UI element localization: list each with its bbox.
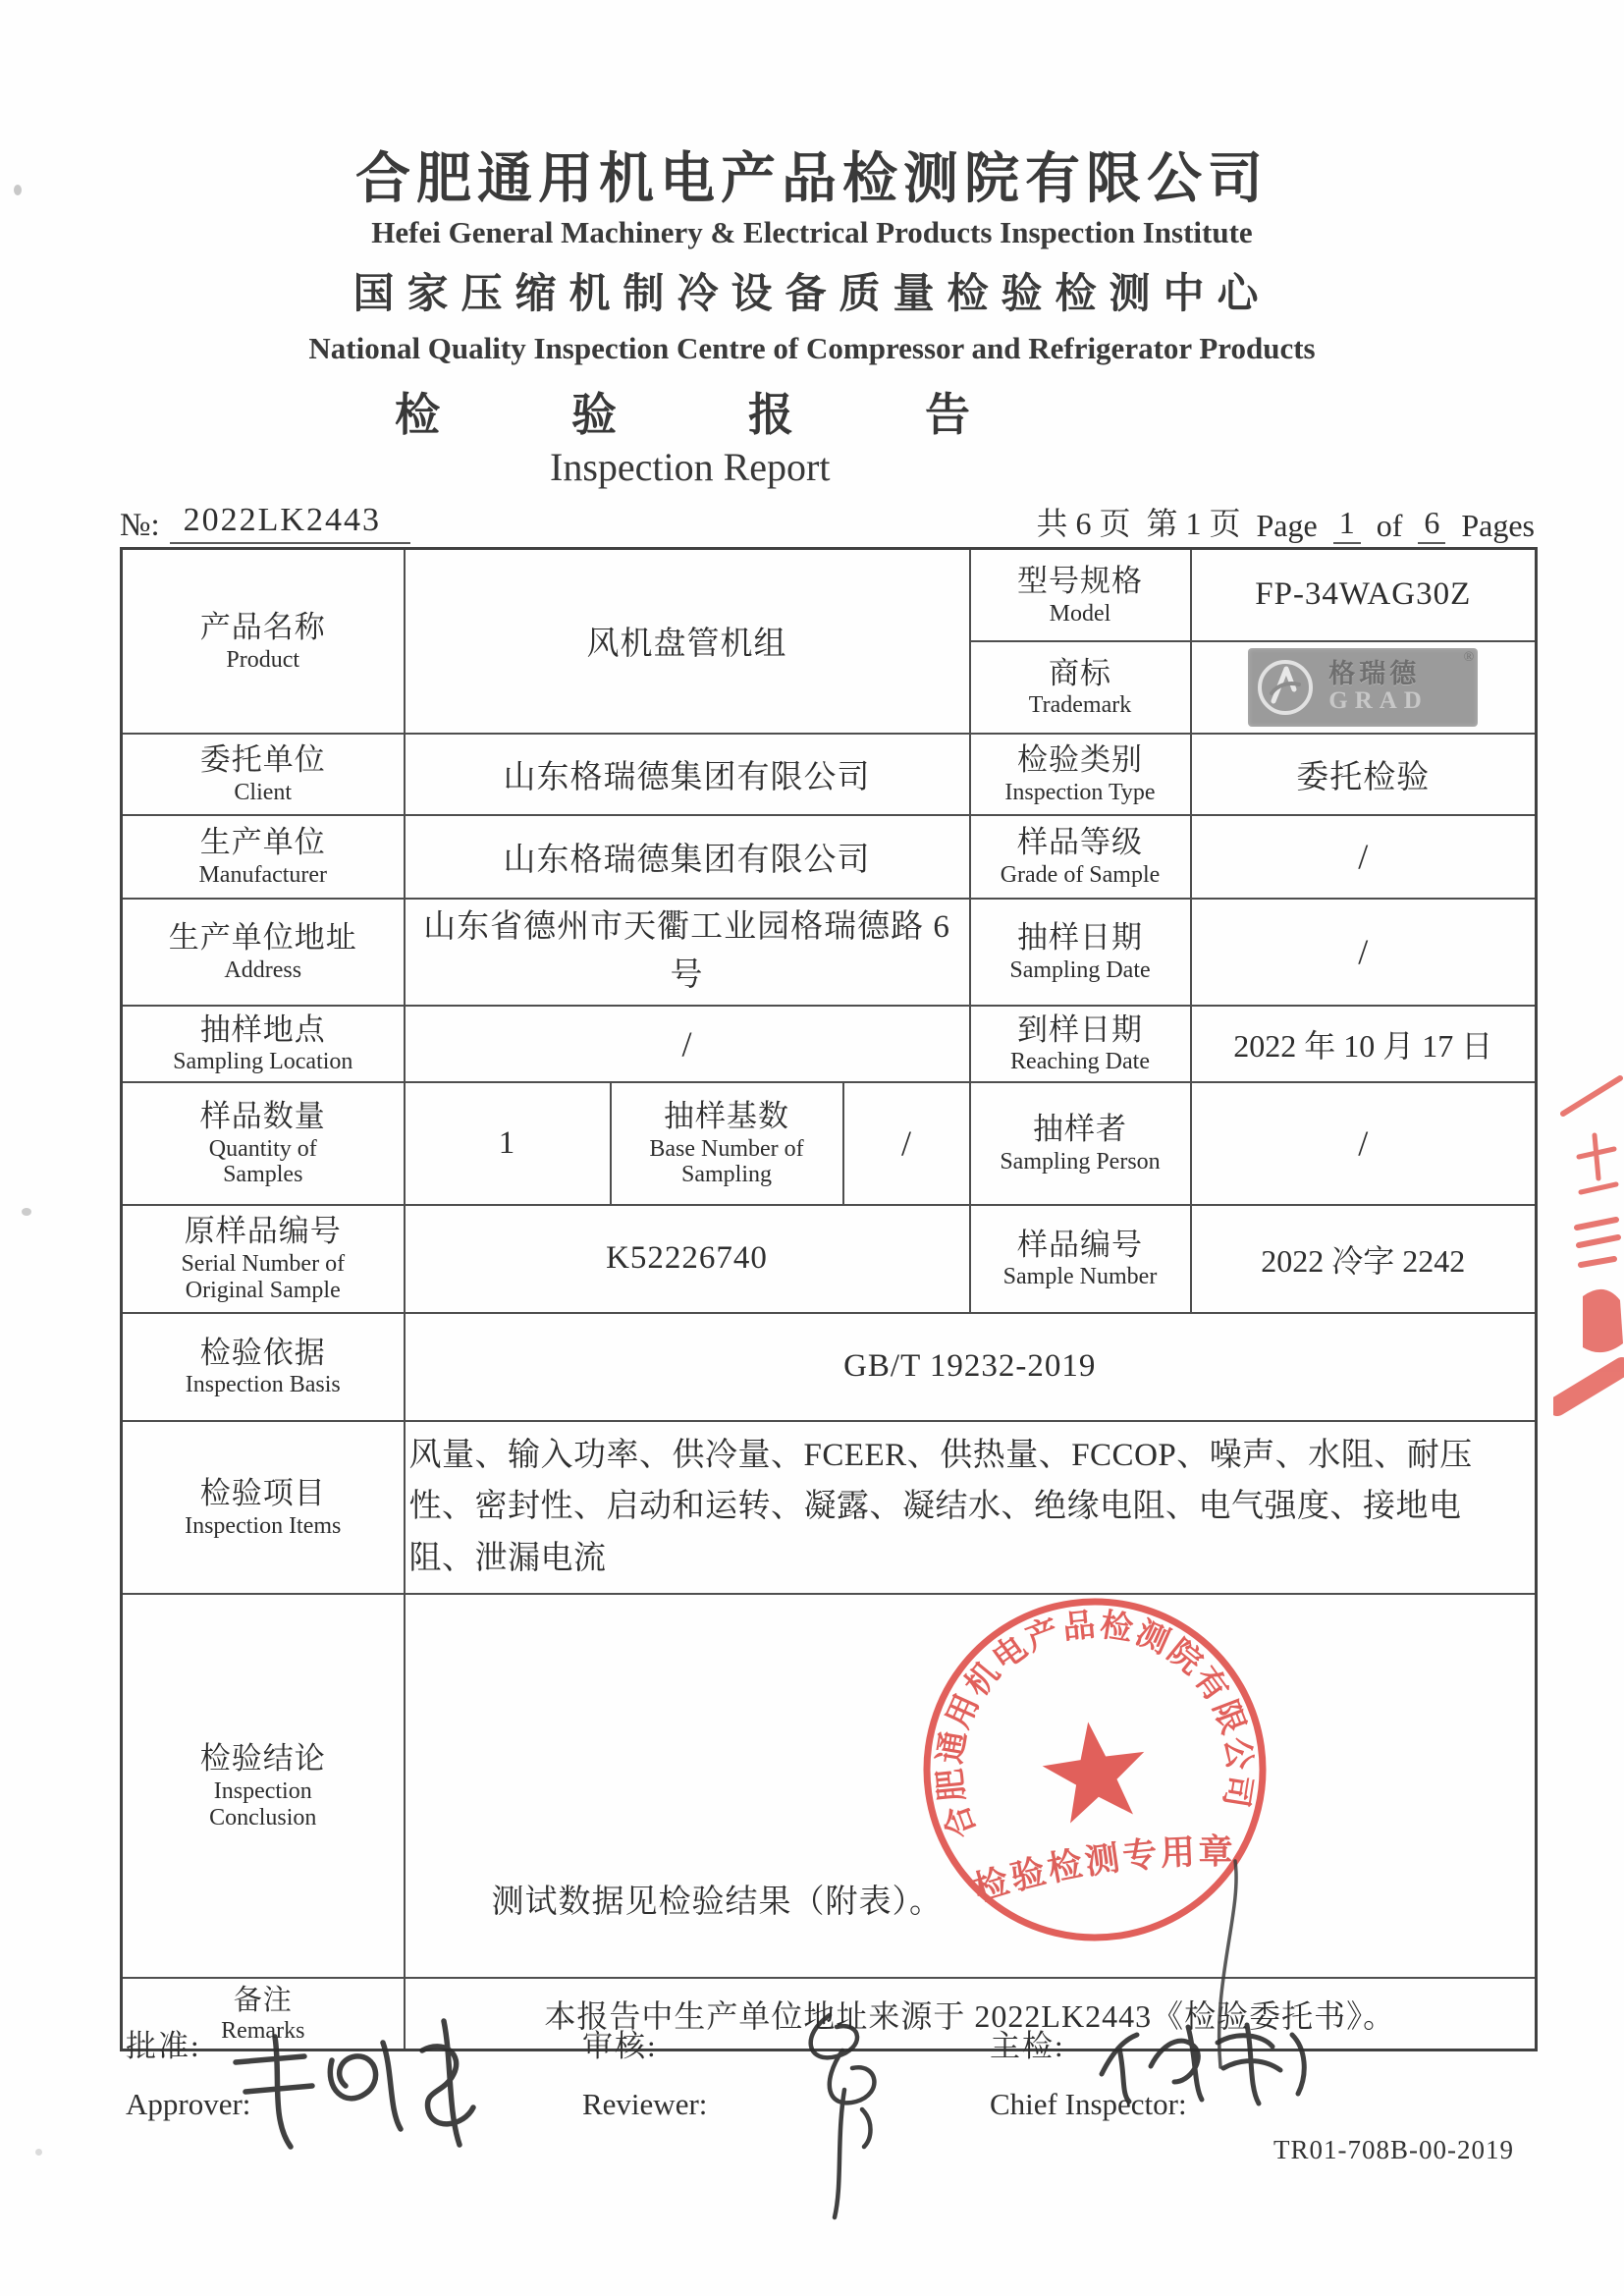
registered-mark: ® [1463, 649, 1475, 665]
quantity-label-en: Quantity of Samples [208, 1135, 317, 1188]
row-serial-number [122, 1205, 1537, 1313]
manufacturer-label-en: Manufacturer [198, 861, 328, 888]
report-number [120, 502, 410, 544]
pages-word: Pages [1461, 508, 1535, 543]
inspection-basis-label-en: Inspection Basis [185, 1372, 341, 1398]
inspection-items-label-cn: 检验项目 [199, 1475, 326, 1510]
grade-label-en: Grade of Sample [1000, 861, 1161, 888]
grade-label-cell [970, 815, 1191, 899]
trademark-label-cell [970, 641, 1191, 734]
inspection-type-value-cell [1191, 734, 1537, 815]
scan-speck [35, 2149, 42, 2156]
row-inspection-basis [122, 1313, 1537, 1421]
base-number-value-cell [843, 1082, 970, 1205]
inspection-items-label-cell [122, 1421, 405, 1594]
quantity-label-cn: 样品数量 [199, 1098, 326, 1133]
conclusion-value: 测试数据见检验结果（附表）。 [491, 1885, 943, 1921]
page-info [1036, 499, 1535, 544]
center-name-en: National Quality Inspection Centre of Compressor and Refrigerator Products [308, 331, 1316, 365]
reviewer-label-cn: 审核: [582, 2029, 658, 2063]
sampling-person-label-cn: 抽样者 [1033, 1112, 1127, 1147]
serial-number-label-cell [122, 1205, 405, 1313]
client-label-cell [122, 734, 405, 815]
edge-stamp [1553, 1063, 1624, 1485]
page-word: Page [1256, 508, 1318, 543]
inspection-items-value: 风量、输入功率、供冷量、FCEER、供热量、FCCOP、噪声、水阻、耐压性、密封性、启动和运转、凝露、凝结水、绝缘电阻、电气强度、接地电阻、泄漏电流 [408, 1437, 1473, 1577]
base-number-label-cell [611, 1082, 843, 1205]
row-conclusion [122, 1594, 1537, 1978]
model-label-cn: 型号规格 [1017, 563, 1143, 598]
reaching-date-value-cell [1191, 1006, 1537, 1082]
quantity-label-cell [122, 1082, 405, 1205]
base-number-label-en: Base Number of Sampling [649, 1135, 804, 1188]
quantity-value: 1 [498, 1124, 516, 1161]
row-remarks [122, 1978, 1537, 2050]
conclusion-label-cell [122, 1594, 405, 1978]
address-label-en: Address [224, 957, 302, 983]
report-number-label: №: [120, 508, 160, 543]
sampling-person-label-cell [970, 1082, 1191, 1205]
remarks-label-cn: 备注 [233, 1985, 293, 2017]
grade-value: / [1358, 837, 1369, 876]
reviewer-label-en: Reviewer: [582, 2087, 708, 2121]
serial-number-value: K52226740 [606, 1240, 768, 1276]
page-of-word: of [1376, 508, 1403, 543]
sample-number-value: 2022 冷字 2242 [1261, 1242, 1466, 1279]
reviewer-block [582, 2021, 707, 2122]
sampling-location-value-cell [405, 1006, 970, 1082]
page-current-cn: 第 1 页 [1146, 506, 1241, 541]
sample-number-label-cn: 样品编号 [1017, 1227, 1143, 1262]
scan-speck [22, 1208, 31, 1216]
company-name-cn: 合肥通用机电产品检测院有限公司 [355, 149, 1269, 210]
serial-number-value-cell [405, 1205, 970, 1313]
seal-banner-text: 检验检测专用章 [969, 1832, 1236, 1909]
report-number-value: 2022LK2443 [170, 502, 410, 544]
inspection-items-label-en: Inspection Items [185, 1512, 342, 1539]
grade-label-cn: 样品等级 [1017, 825, 1143, 860]
approver-block [126, 2021, 250, 2122]
report-info-table [120, 547, 1538, 2051]
sampling-location-label-en: Sampling Location [173, 1049, 353, 1075]
product-label-cell [122, 549, 405, 734]
product-label-cn: 产品名称 [199, 609, 326, 644]
grad-logo-cn: 格瑞德 [1328, 659, 1421, 689]
remarks-value-cell [405, 1978, 1537, 2050]
approver-label-en: Approver: [126, 2087, 251, 2121]
address-value: 山东省德州市天衢工业园格瑞德路 6 号 [423, 908, 950, 993]
product-value: 风机盘管机组 [586, 627, 787, 663]
reaching-date-label-en: Reaching Date [1010, 1049, 1150, 1075]
sampling-date-label-cell [970, 899, 1191, 1006]
company-name-en: Hefei General Machinery & Electrical Products Inspection Institute [371, 215, 1253, 249]
inspection-basis-value: GB/T 19232-2019 [843, 1348, 1097, 1384]
inspection-type-label-cn: 检验类别 [1017, 742, 1143, 778]
row-address [122, 899, 1537, 1006]
client-value-cell [405, 734, 970, 815]
model-value-cell [1191, 549, 1537, 641]
row-client [122, 734, 1537, 815]
trademark-label-en: Trademark [1028, 692, 1132, 719]
sampling-person-value: / [1358, 1123, 1369, 1163]
chief-inspector-block [990, 2021, 1187, 2122]
conclusion-label-cn: 检验结论 [199, 1741, 326, 1777]
sampling-location-label-cn: 抽样地点 [199, 1011, 326, 1047]
row-inspection-items [122, 1421, 1537, 1594]
row-sampling-location [122, 1006, 1537, 1082]
sample-number-label-en: Sample Number [1002, 1264, 1158, 1290]
pages-total-cn: 共 6 页 [1036, 506, 1131, 541]
sampling-date-value: / [1358, 932, 1369, 971]
serial-number-label-cn: 原样品编号 [184, 1214, 342, 1249]
page-current: 1 [1333, 505, 1361, 544]
model-label-en: Model [1049, 600, 1111, 627]
sample-number-value-cell [1191, 1205, 1537, 1313]
document-code: TR01-708B-00-2019 [1273, 2135, 1514, 2164]
chief-inspector-label-en: Chief Inspector: [990, 2087, 1187, 2121]
grad-logo-en: GRAD [1328, 686, 1429, 714]
inspection-type-label-en: Inspection Type [1004, 779, 1156, 805]
product-value-cell [405, 549, 970, 734]
sampling-date-value-cell [1191, 899, 1537, 1006]
reaching-date-label-cn: 到样日期 [1017, 1011, 1143, 1047]
conclusion-label-en: Inspection Conclusion [209, 1777, 317, 1831]
grad-trademark-logo [1248, 648, 1478, 727]
manufacturer-value-cell [405, 815, 970, 899]
serial-number-label-en: Serial Number of Original Sample [181, 1251, 346, 1303]
approver-label-cn: 批准: [126, 2029, 201, 2063]
base-number-label-cn: 抽样基数 [664, 1098, 789, 1133]
manufacturer-label-cn: 生产单位 [199, 825, 326, 860]
client-value: 山东格瑞德集团有限公司 [503, 759, 871, 795]
report-number-line [120, 499, 1535, 544]
row-manufacturer [122, 815, 1537, 899]
reaching-date-label-cell [970, 1006, 1191, 1082]
report-title-cn: 检验报告 [395, 390, 1102, 440]
chief-inspector-label-cn: 主检: [990, 2029, 1065, 2063]
remarks-value: 本报告中生产单位地址来源于 2022LK2443《检验委托书》。 [544, 1997, 1396, 2034]
sampling-person-label-en: Sampling Person [1000, 1148, 1161, 1175]
report-title-en: Inspection Report [550, 445, 831, 489]
inspection-basis-label-cn: 检验依据 [199, 1335, 326, 1370]
base-number-value: / [900, 1123, 911, 1163]
grad-circle-arrow-icon [1248, 652, 1319, 723]
conclusion-value-cell [405, 1594, 1537, 1978]
row-product-model [122, 549, 1537, 641]
model-value: FP-34WAG30Z [1255, 576, 1472, 613]
quantity-value-cell [405, 1082, 611, 1205]
sampling-location-value: / [681, 1023, 692, 1064]
inspection-type-label-cell [970, 734, 1191, 815]
manufacturer-label-cell [122, 815, 405, 899]
manufacturer-value: 山东格瑞德集团有限公司 [503, 842, 871, 878]
grad-logo-texts [1328, 660, 1429, 714]
page-total: 6 [1418, 505, 1445, 544]
sampling-date-label-cn: 抽样日期 [1017, 920, 1143, 956]
reaching-date-value: 2022 年 10 月 17 日 [1233, 1027, 1493, 1064]
inspection-basis-label-cell [122, 1313, 405, 1421]
row-quantity [122, 1082, 1537, 1205]
address-label-cell [122, 899, 405, 1006]
product-label-en: Product [226, 646, 300, 673]
inspection-basis-value-cell [405, 1313, 1537, 1421]
sampling-location-label-cell [122, 1006, 405, 1082]
model-label-cell [970, 549, 1191, 641]
inspection-type-value: 委托检验 [1296, 759, 1431, 795]
trademark-value-cell [1191, 641, 1537, 734]
client-label-en: Client [234, 779, 293, 805]
sample-number-label-cell [970, 1205, 1191, 1313]
client-label-cn: 委托单位 [199, 742, 326, 778]
inspection-items-value-cell [405, 1421, 1537, 1594]
grade-value-cell [1191, 815, 1537, 899]
sampling-person-value-cell [1191, 1082, 1537, 1205]
address-value-cell [405, 899, 970, 1006]
center-name-cn: 国家压缩机制冷设备质量检验检测中心 [352, 272, 1272, 317]
seal-ring-text: 合肥通用机电产品检测院有限公司 [933, 1608, 1257, 1843]
address-label-cn: 生产单位地址 [168, 920, 357, 956]
trademark-label-cn: 商标 [1049, 655, 1111, 690]
remarks-label-en: Remarks [221, 2018, 305, 2045]
sampling-date-label-en: Sampling Date [1009, 957, 1151, 983]
